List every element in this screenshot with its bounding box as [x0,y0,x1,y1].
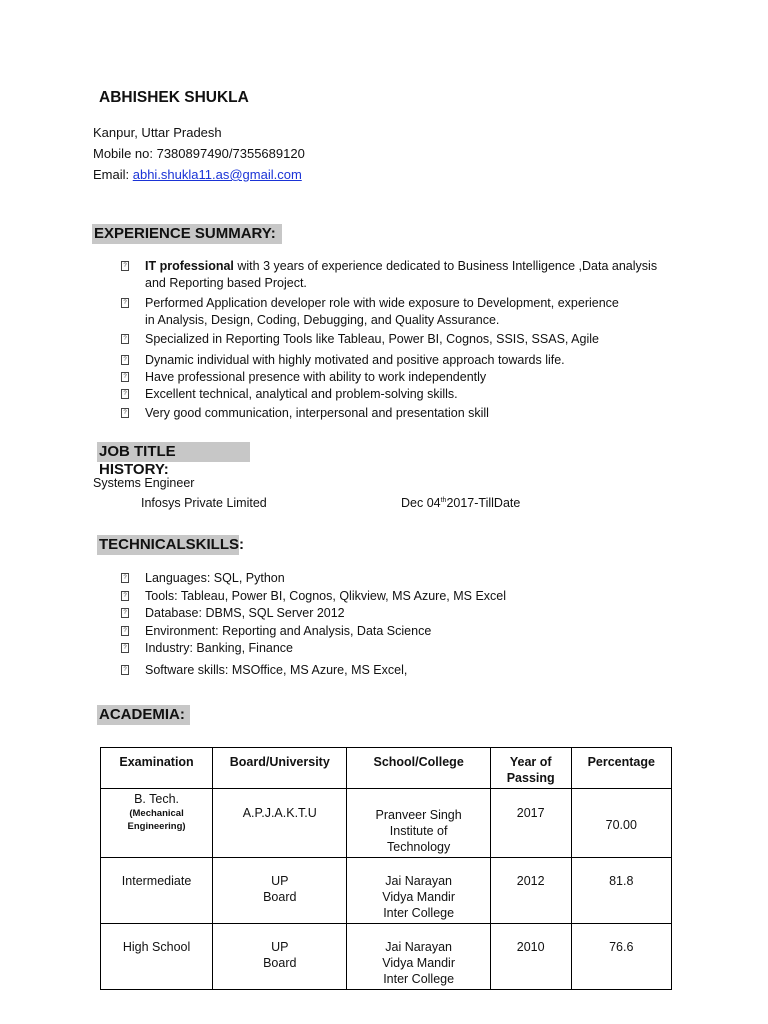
col-year: Year of Passing [490,748,571,789]
bullet-icon: ? [121,573,129,583]
cell-board: UP Board [213,858,347,924]
skill-text: Languages: SQL, Python [145,571,285,585]
experience-text: with 3 years of experience dedicated to Business Intelligence ,Data analysis [233,259,658,273]
skill-text: Database: DBMS, SQL Server 2012 [145,606,345,620]
bullet-icon: ? [121,608,129,618]
table-row [101,924,672,990]
table-header-row [101,748,672,789]
cell-board: UP Board [213,924,347,990]
skill-text: Environment: Reporting and Analysis, Data Science [145,624,432,638]
cell-year: 2012 [490,858,571,924]
job-company: Infosys Private Limited [141,496,267,510]
skill-item [123,570,705,587]
experience-text: and Reporting based Project. [145,276,307,290]
cell-year: 2010 [490,924,571,990]
cell-exam [101,789,213,858]
skill-item [123,623,705,640]
experience-item [123,386,705,403]
cell-percentage: 81.8 [571,858,671,924]
bullet-icon: ? [121,261,129,271]
cell-percentage: 70.00 [571,789,671,858]
experience-item [123,352,705,369]
cell-board: A.P.J.A.K.T.U [213,789,347,858]
cell-percentage: 76.6 [571,924,671,990]
candidate-name: ABHISHEK SHUKLA [99,89,249,106]
skills-heading: TECHNICALSKILLS: [99,536,244,553]
bullet-icon: ? [121,591,129,601]
bullet-icon: ? [121,298,129,308]
academia-table [100,747,672,990]
cell-exam: High School [101,924,213,990]
skill-text: Software skills: MSOffice, MS Azure, MS Excel, [145,663,408,677]
email-link[interactable]: abhi.shukla11.as@gmail.com [132,167,302,182]
col-examination: Examination [101,748,213,789]
bullet-icon: ? [121,355,129,365]
location: Kanpur, Uttar Pradesh [93,125,222,140]
skill-text: Tools: Tableau, Power BI, Cognos, Qlikview, MS Azure, MS Excel [145,589,507,603]
bullet-icon: ? [121,643,129,653]
experience-heading: EXPERIENCE SUMMARY: [92,224,282,244]
cell-exam: Intermediate [101,858,213,924]
skill-item [123,605,705,622]
skill-item [123,640,705,657]
col-board: Board/University [213,748,347,789]
skill-text: Industry: Banking, Finance [145,641,293,655]
email-label: Email: [93,167,133,182]
experience-item [123,295,705,329]
experience-bold: IT professional [145,259,234,273]
experience-text: Excellent technical, analytical and problem-solving skills. [145,387,458,401]
bullet-icon: ? [121,665,129,675]
job-date-range: 2017-TillDate [446,496,521,510]
academia-heading: ACADEMIA: [97,705,190,725]
job-date-day: Dec 04 [401,496,441,510]
table-row [101,789,672,858]
cell-year: 2017 [490,789,571,858]
mobile: Mobile no: 7380897490/7355689120 [93,146,305,161]
experience-item [123,405,705,422]
cell-school: Jai Narayan Vidya Mandir Inter College [347,858,490,924]
email-line [93,167,302,182]
bullet-icon: ? [121,626,129,636]
cell-school: Jai Narayan Vidya Mandir Inter College [347,924,490,990]
experience-text: Dynamic individual with highly motivated and positive approach towards life. [145,353,565,367]
experience-item [123,331,705,348]
job-date [401,496,520,510]
table-row [101,858,672,924]
col-school: School/College [347,748,490,789]
job-date-sup: th [440,496,447,504]
exam-name: B. Tech. [134,792,180,806]
cell-school: Pranveer Singh Institute of Technology [347,789,490,858]
experience-item [123,258,705,292]
bullet-icon: ? [121,408,129,418]
col-percentage: Percentage [571,748,671,789]
bullet-icon: ? [121,372,129,382]
exam-sub: (Mechanical Engineering) [127,808,186,832]
bullet-icon: ? [121,389,129,399]
experience-text: Specialized in Reporting Tools like Tableau, Power BI, Cognos, SSIS, SSAS, Agile [145,332,599,346]
experience-item [123,369,705,386]
skill-item [123,588,705,605]
job-role: Systems Engineer [93,476,195,490]
skill-item [123,662,705,679]
experience-text: Very good communication, interpersonal and presentation skill [145,406,489,420]
job-heading: JOB TITLE HISTORY: [97,442,250,462]
experience-text: Have professional presence with ability to work independently [145,370,487,384]
experience-text: Performed Application developer role with wide exposure to Development, experience [145,296,619,310]
experience-text: in Analysis, Design, Coding, Debugging, and Quality Assurance. [145,313,500,327]
bullet-icon: ? [121,334,129,344]
